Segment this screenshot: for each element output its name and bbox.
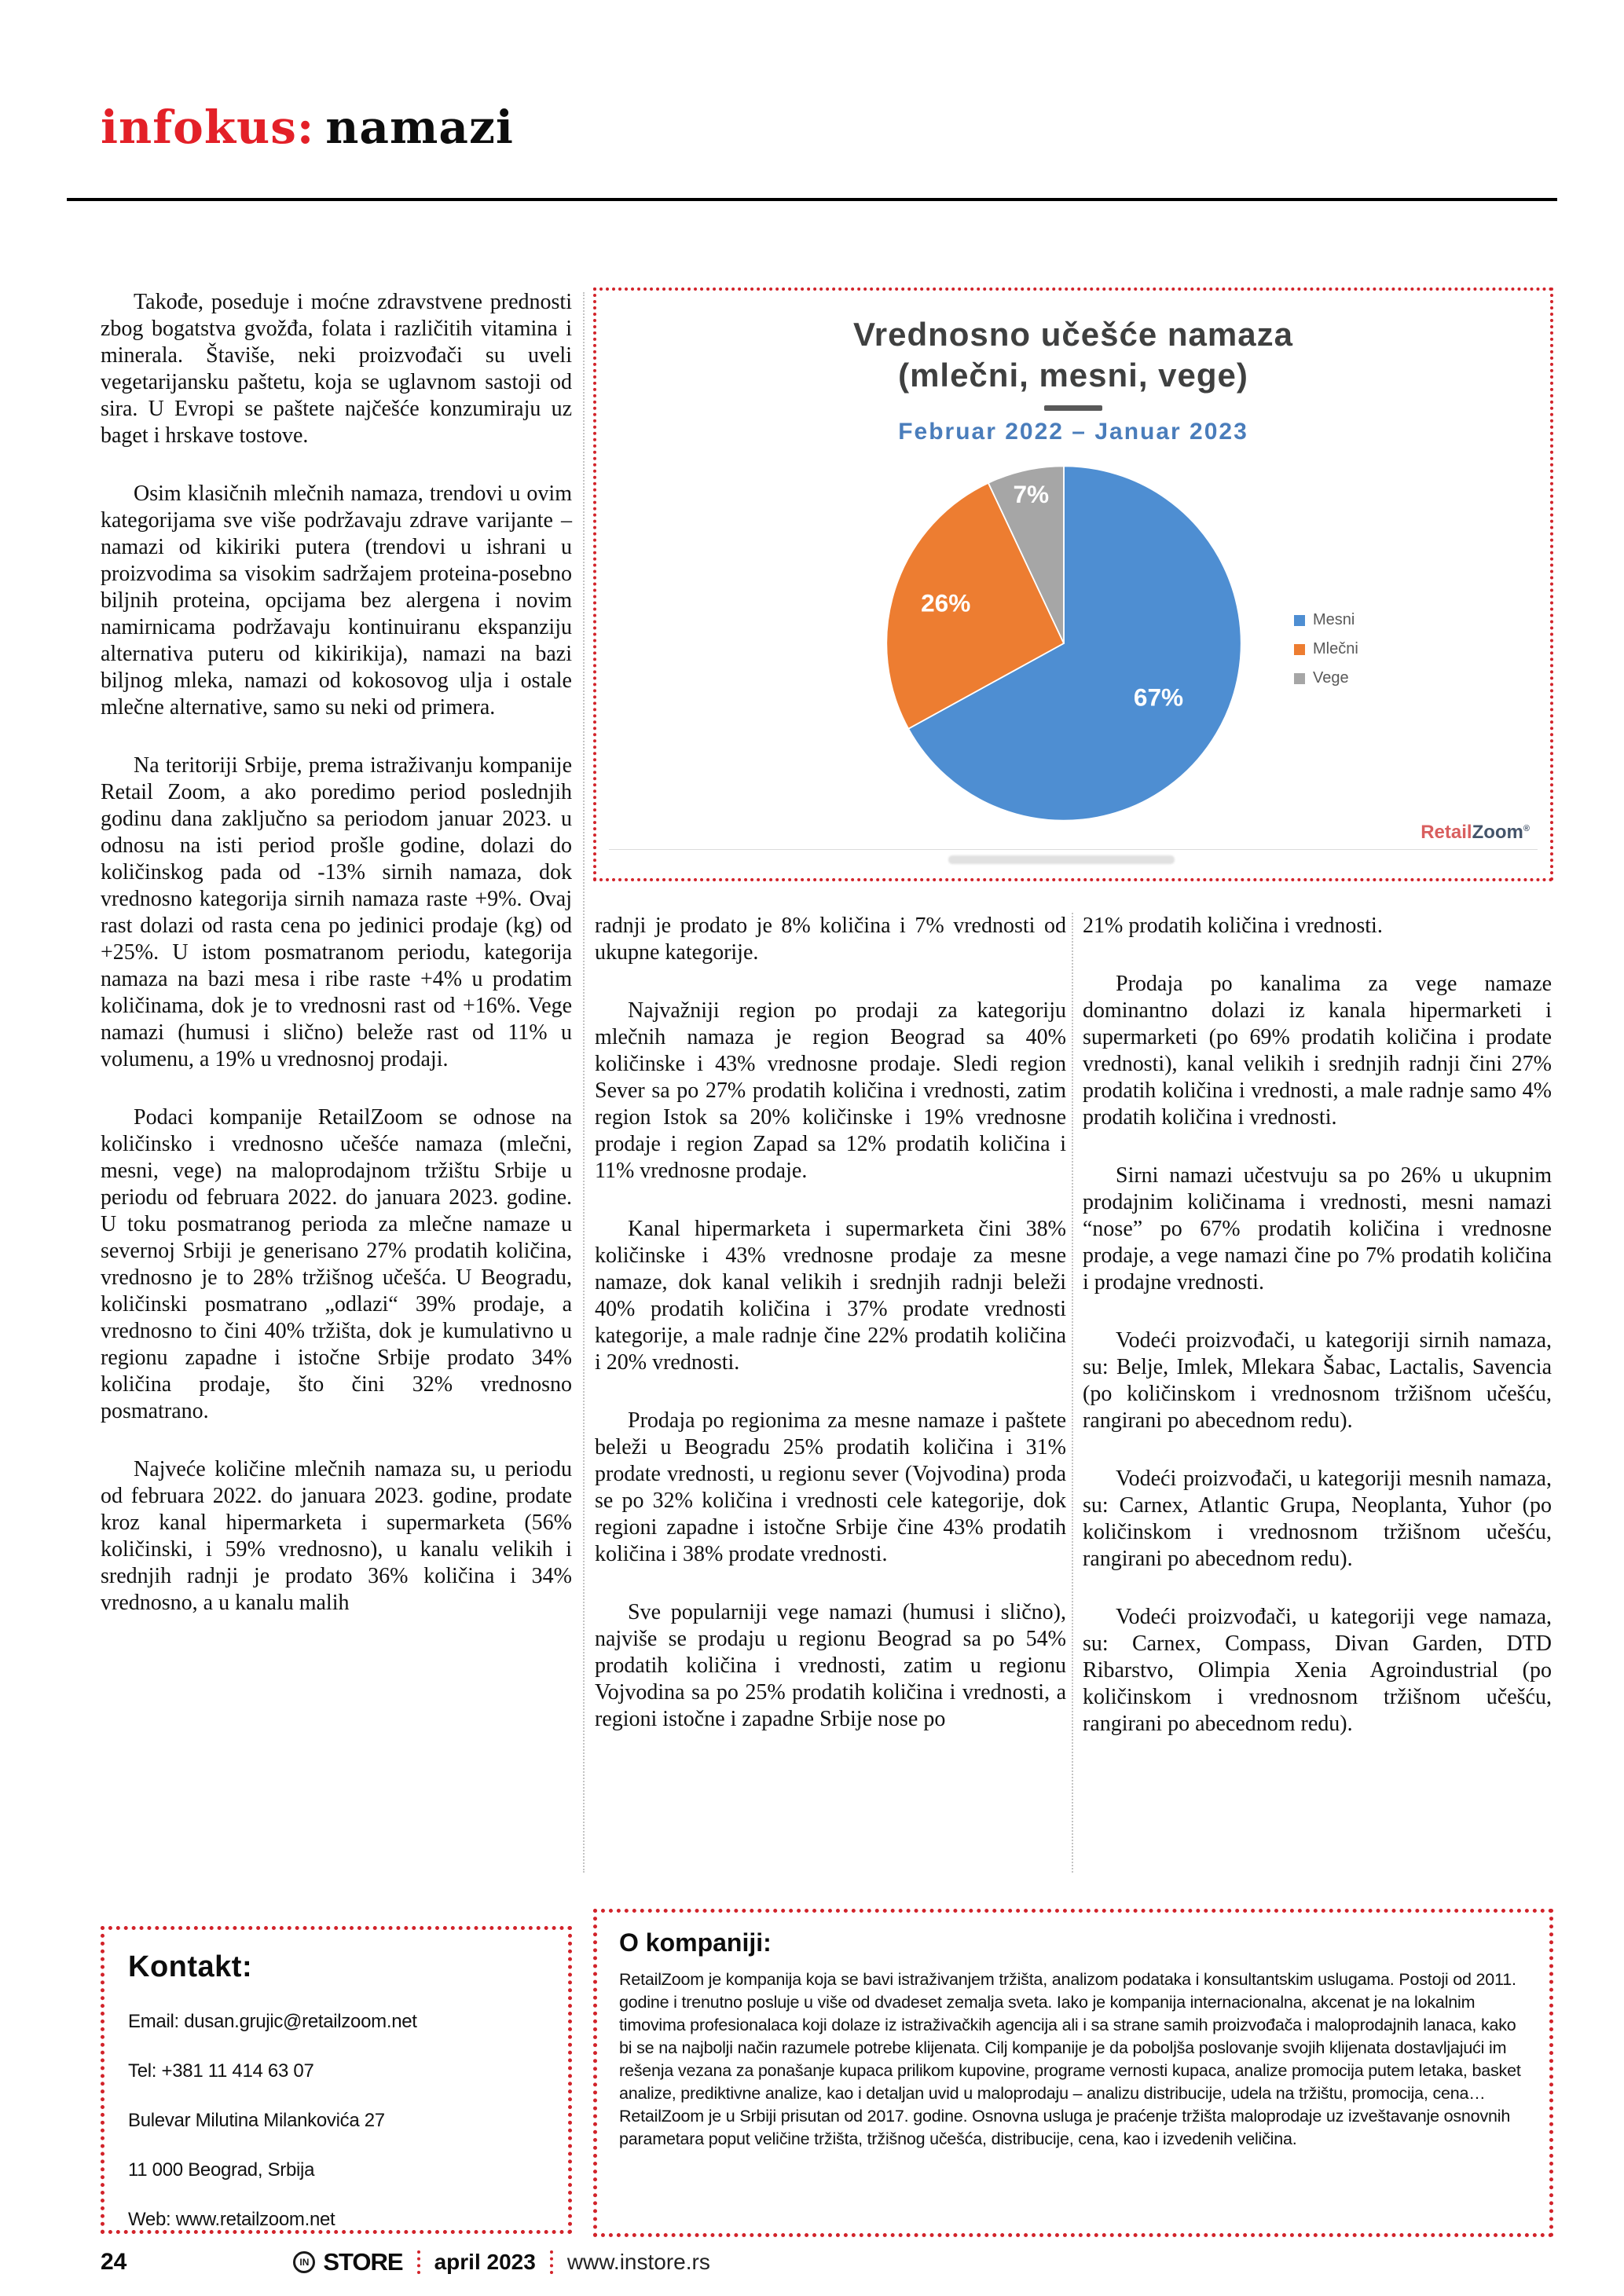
- text-column-2: [595, 913, 1066, 1764]
- header-rule: [67, 198, 1557, 201]
- about-title: O kompaniji:: [619, 1928, 772, 1957]
- about-company-box: [593, 1909, 1553, 2237]
- instore-circle-icon: IN: [293, 2251, 315, 2273]
- legend-item-vege: [1294, 669, 1358, 687]
- legend-swatch: [1294, 615, 1305, 626]
- paragraph: Osim klasičnih mlečnih namaza, trendovi u ovim kategorijama sve više podržavaju zdrave varijante – namazi od kikiriki putera (trendovi u ishrani u proizvodima sa visokim sadržajem proteina-posebno biljnih proteina, opcijama bez alergena i novim namirnicama podržavaju kontinuiranu ekspanziju alternativa puteru od kikirikija), namazi na bazi biljnog mleka, namazi od kokosovog ulja i ostale mlečne alternative, samo su neki od primera.: [101, 482, 572, 720]
- column-divider: [1072, 913, 1073, 1873]
- chart-hairline: [609, 849, 1538, 850]
- pie-label-vege: 7%: [1013, 480, 1050, 509]
- legend-item-mlečni: [1294, 640, 1358, 658]
- title-underline: [1044, 405, 1102, 411]
- chart-legend: [1294, 611, 1358, 687]
- chart-source-caption-blur: [948, 855, 1175, 864]
- paragraph: Vodeći proizvođači, u kategoriji sirnih namaza, su: Belje, Imlek, Mlekara Šabac, Lactalis, Savencia (po količinskom i vrednosnom tržišnom učešću, rangirani po abecednom redu).: [1083, 1328, 1552, 1433]
- retailzoom-logo: [1421, 822, 1530, 844]
- pie-svg: [878, 457, 1250, 829]
- footer-date: april 2023: [434, 2250, 536, 2274]
- paragraph: Kanal hipermarketa i supermarketa čini 38% količinske i 43% vrednosne prodaje za mesne namaze, dok kanal velikih i srednjih radnji beleži 40% prodatih količina i 37% prodate vrednosti kategorije, a male radnje čine 22% prodatih količina i 20% vrednosti.: [595, 1217, 1066, 1375]
- footer-separator: [550, 2250, 553, 2274]
- chart-panel: [593, 287, 1553, 881]
- page-number: 24: [101, 2249, 127, 2275]
- column-divider: [583, 292, 585, 1873]
- retailzoom-logo-part1: Retail: [1421, 822, 1472, 843]
- contact-line: Tel: +381 11 414 63 07: [128, 2060, 314, 2082]
- text-column-3: [1083, 913, 1552, 1769]
- legend-label: Vege: [1313, 669, 1349, 687]
- paragraph: Najveće količine mlečnih namaza su, u periodu od februara 2022. do januara 2023. godine, prodate kroz kanal hipermarketa i supermarketa (56% količinski, i 59% vrednosno), u kanalu velikih i srednjih radnji je prodato 36% količina i 34% vrednosno, a u kanalu malih: [101, 1457, 572, 1615]
- contact-lines: [128, 2011, 544, 2231]
- paragraph: Sve popularniji vege namazi (humusi i slično), najviše se prodaju u regionu Beograd sa po 54% prodatih količina i vrednosti, zatim u regionu Vojvodina sa po 25% prodatih količina i vrednosti, a regioni istočne i zapadne Srbije nose po: [595, 1600, 1066, 1731]
- legend-item-mesni: [1294, 611, 1358, 629]
- paragraph: Podaci kompanije RetailZoom se odnose na količinsko i vrednosno učešće namaza (mlečni, mesni, vege) na maloprodajnom tržištu Srbije u periodu od februara 2022. do januara 2023. godine. U toku posmatranog perioda za mlečne namaze u severnoj Srbiji je generisano 27% prodatih količina, vrednosno je to 28% tržišnog učešća. U Beogradu, količinski posmatrano „odlazi“ 39% prodaje, a vrednosno to čini 40% tržišta, dok je kumulativno u regionu zapadne i istočne Srbije prodato 34% količina prodaje, što čini 32% vrednosno posmatrano.: [101, 1105, 572, 1423]
- contact-line: Bulevar Milutina Milankovića 27: [128, 2110, 385, 2131]
- registered-mark: ®: [1523, 824, 1530, 833]
- paragraph: Na teritoriji Srbije, prema istraživanju kompanije Retail Zoom, a ako poredimo period poslednjih godinu dana zaključno sa periodom januar 2023. u odnosu na isti period prošle godine, dolazi do količinskog pada od -13% sirnih namaza, dok vrednosno kategorija sirnih namaza raste +9%. Ovaj rast dolazi od rasta cena po jedinici prodaje (kg) od +25%. U istom posmatranom periodu, kategorija namaza na bazi mesa i ribe raste +4% u prodatim količinama, dok je to vrednosni rast od +16%. Vege namazi (humusi i slično) beleže rast od 11% u volumenu, a 19% u vrednosnoj prodaji.: [101, 753, 572, 1071]
- about-body: RetailZoom je kompanija koja se bavi istraživanjem tržišta, analizom podataka i konsultantskim uslugama. Postoji od 2011. godine i trenutno posluje u više od dvadeset zemalja sveta. Iako je kompanija internacionalna, akcenat je na lokalnim timovima profesionalaca koji dolaze iz istraživačkih agencija ali i sa strane samih proizvođača i maloprodajnih lanaca, kako bi se na najbolji način razumele potrebe klijenata. Cilj kompanije je da poboljša poslovanje svojih klijenata dostavljajući im rešenja vezana za ponašanje kupaca prilikom kupovine, programe vernosti kupaca, analize promocija putem letaka, basket analize, prediktivne analize, kao i detaljan uvid u maloprodaju – analizu distribucije, udela na tržištu, promocija, cena… RetailZoom je u Srbiji prisutan od 2017. godine. Osnovna usluga je praćenje tržišta maloprodaje uz izveštavanje osnovnih parametara poput veličine tržišta, tržišnog učešća, distribucije, cena, kao i izvedenih veličina.: [619, 1970, 1521, 2148]
- legend-label: Mesni: [1313, 611, 1355, 628]
- paragraph: Vodeći proizvođači, u kategoriji vege namaza, su: Carnex, Compass, Divan Garden, DTD Ribarstvo, Olimpia Xenia Agroindustrial (po količinskom i vrednosnom tržišnom učešću, rangirani po abecednom redu).: [1083, 1605, 1552, 1736]
- pie-label-mlečni: 26%: [921, 588, 971, 617]
- paragraph: Vodeći proizvođači, u kategoriji mesnih namaza, su: Carnex, Atlantic Grupa, Neoplanta, Yuhor (po količinskom i vrednosnom tržišnom učešću, rangirani po abecednom redu).: [1083, 1467, 1552, 1571]
- paragraph: Prodaja po regionima za mesne namaze i paštete beleži u Beogradu 25% prodatih količina i 31% prodate vrednosti, u regionu sever (Vojvodina) proda se po 32% količina i vrednosti cele kategorije, dok regioni zapadne i istočne Srbije čine 43% prodatih količina i 38% prodate vrednosti.: [595, 1408, 1066, 1566]
- contact-line: Email: dusan.grujic@retailzoom.net: [128, 2011, 417, 2032]
- footer-brand-group: [293, 2248, 709, 2276]
- paragraph: Prodaja po kanalima za vege namaze dominantno dolazi iz kanala hipermarketi i supermarketi (po 69% prodatih količina i prodate vrednosti), kanal velikih i srednjih radnji čini 27% prodatih količina i vrednosti, a male radnje samo 4% prodatih količina i vrednosti.: [1083, 972, 1552, 1130]
- chart-title: [596, 314, 1550, 396]
- paragraph: Takođe, poseduje i moćne zdravstvene prednosti zbog bogatstva gvožđa, folata i različitih vitamina i minerala. Štaviše, neki proizvođači su uveli vegetarijansku paštetu, koja se uglavnom sastoji od sira. U Evropi se paštete najčešće konzumiraju uz baget i hrskave tostove.: [101, 290, 572, 448]
- paragraph: Sirni namazi učestvuju sa po 26% u ukupnim prodajnim količinama i vrednosti, mesni namazi “nose” po 67% prodatih količina i vrednosne prodaje, a vege namazi čine po 7% prodatih količina i prodajne vrednosti.: [1083, 1163, 1552, 1294]
- pie-label-mesni: 67%: [1133, 683, 1184, 712]
- footer-website: www.instore.rs: [566, 2250, 710, 2274]
- contact-line: Web: www.retailzoom.net: [128, 2209, 335, 2230]
- retailzoom-logo-part2: Zoom: [1472, 822, 1523, 843]
- page-title: namazi: [325, 101, 514, 154]
- legend-label: Mlečni: [1313, 640, 1358, 657]
- chart-subtitle: Februar 2022 – Januar 2023: [898, 419, 1248, 445]
- contact-box: [101, 1926, 572, 2234]
- footer-separator: [417, 2250, 420, 2274]
- contact-line: 11 000 Beograd, Srbija: [128, 2159, 315, 2181]
- paragraph: 21% prodatih količina i vrednosti.: [1083, 914, 1383, 938]
- text-column-1: [101, 289, 572, 1648]
- page-header: [101, 101, 514, 154]
- legend-swatch: [1294, 644, 1305, 655]
- section-kicker: infokus:: [101, 101, 315, 154]
- chart-title-line2: (mlečni, mesni, vege): [898, 357, 1248, 394]
- store-brand: STORE: [323, 2248, 403, 2276]
- chart-title-line1: Vrednosno učešće namaza: [853, 316, 1293, 353]
- paragraph: radnji je prodato je 8% količina i 7% vrednosti od ukupne kategorije.: [595, 914, 1066, 965]
- pie-chart: [878, 457, 1250, 829]
- legend-swatch: [1294, 673, 1305, 684]
- contact-title: Kontakt:: [128, 1950, 253, 1983]
- paragraph: Najvažniji region po prodaji za kategoriju mlečnih namaza je region Beograd sa 40% količinske i 43% vrednosne prodaje. Sledi region Sever sa po 27% prodatih količina i vrednosti, zatim region Istok sa 20% količinske i 19% vrednosne prodaje i region Zapad sa 12% prodatih količina i 11% vrednosne prodaje.: [595, 998, 1066, 1183]
- page-footer: [101, 2248, 1436, 2276]
